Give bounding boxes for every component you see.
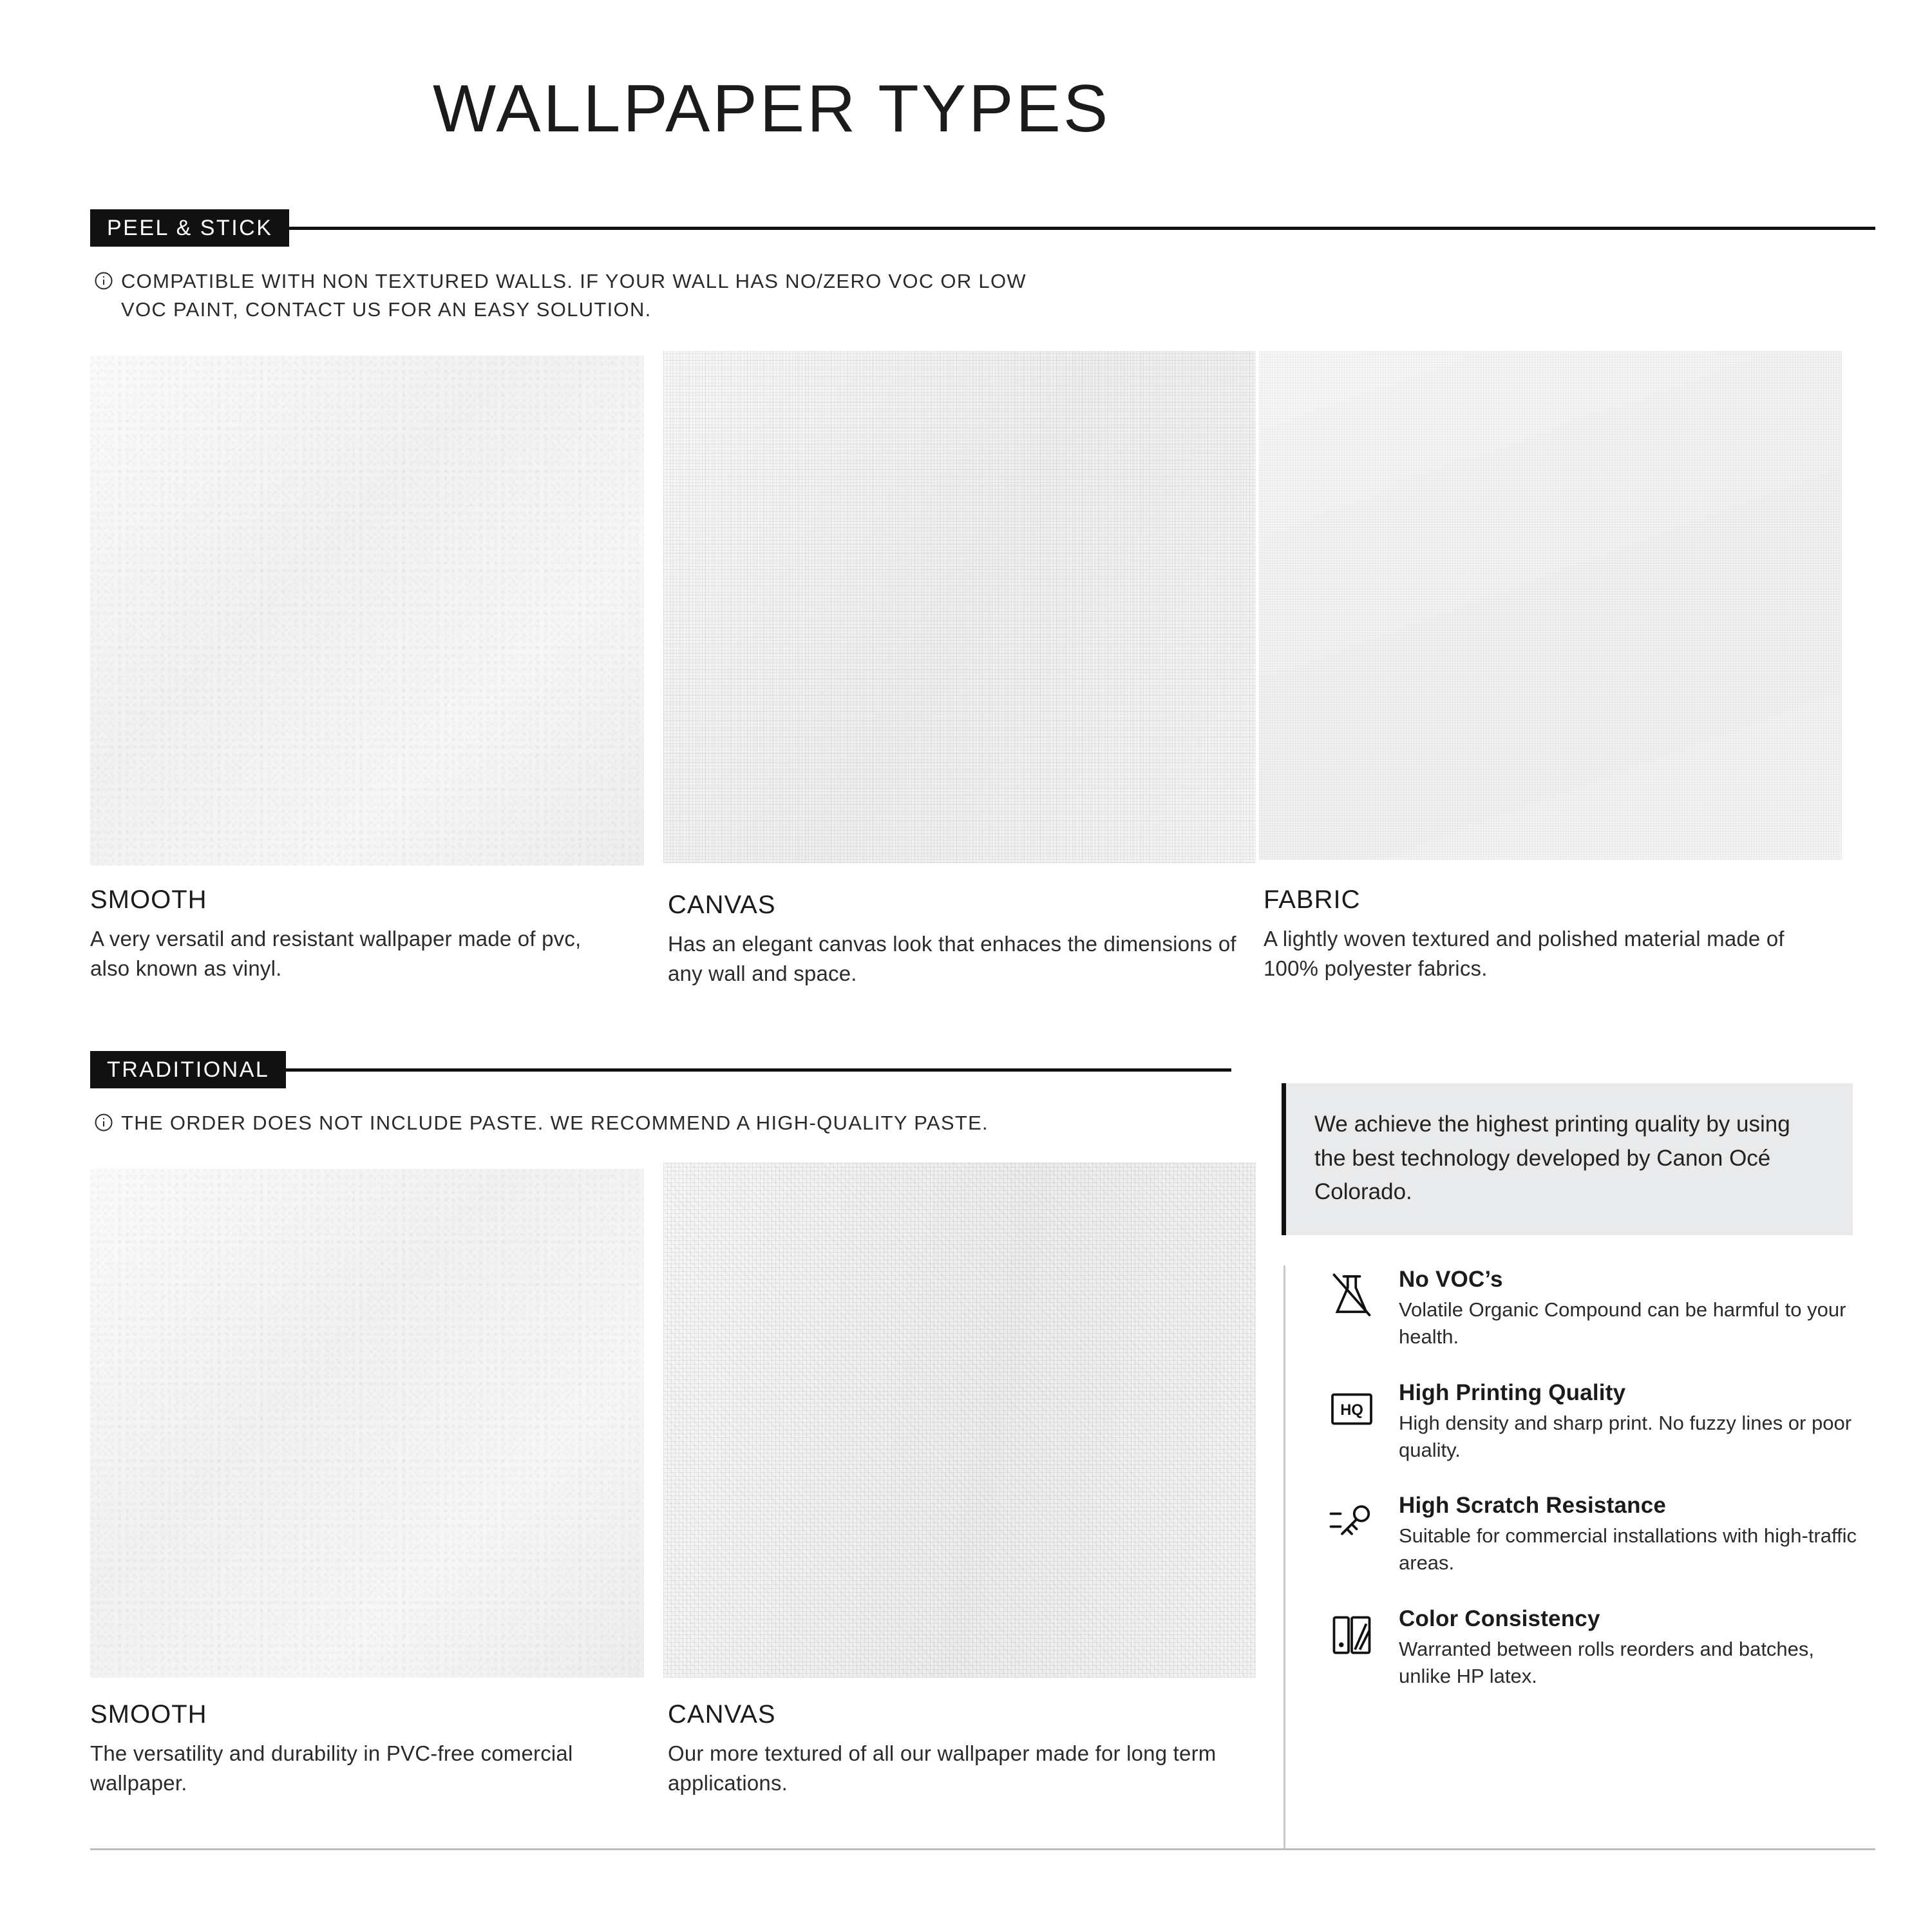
svg-text:HQ: HQ (1340, 1401, 1363, 1419)
swatch-traditional-smooth[interactable] (90, 1169, 644, 1678)
note-traditional (94, 1109, 1189, 1137)
swatch-label-traditional-canvas: CANVAS (668, 1700, 776, 1728)
section-divider (286, 1068, 1231, 1072)
swatch-label-peel-stick-fabric: FABRIC (1264, 886, 1361, 914)
smooth-texture (90, 1169, 644, 1678)
feature-title: No VOC’s (1399, 1267, 1503, 1292)
section-tag-peel-stick: PEEL & STICK (90, 209, 289, 247)
note-peel-stick (94, 267, 1060, 324)
feature-no-voc (1285, 1265, 1863, 1350)
accent-bar (1282, 1083, 1286, 1235)
info-icon (94, 1113, 113, 1132)
canvas-heavy-texture (663, 1162, 1256, 1678)
fabric-texture (1259, 351, 1842, 860)
feature-text (1399, 1605, 1863, 1690)
feature-text (1399, 1492, 1863, 1577)
feature-title: High Scratch Resistance (1399, 1493, 1667, 1519)
feature-text (1399, 1265, 1863, 1350)
swatch-desc-traditional-canvas: Our more textured of all our wallpaper made for long term applications. (668, 1741, 1217, 1795)
section-header-peel-stick (90, 209, 1875, 247)
swatch-desc-peel-stick-smooth: A very versatil and resistant wallpaper made of pvc, also known as vinyl. (90, 927, 582, 980)
section-header-traditional (90, 1051, 1231, 1088)
page-title: WALLPAPER TYPES (433, 71, 1111, 146)
swatch-label-peel-stick-canvas: CANVAS (668, 891, 776, 919)
canvas-texture (663, 351, 1256, 863)
feature-color-consistency (1285, 1605, 1863, 1690)
feature-desc: High density and sharp print. No fuzzy lines or poor quality. (1399, 1411, 1852, 1461)
feature-text (1399, 1379, 1863, 1464)
swatch-peel-stick-smooth[interactable] (90, 355, 644, 866)
smooth-texture (90, 355, 644, 866)
no-voc-icon (1324, 1268, 1379, 1323)
swatch-desc-traditional-smooth: The versatility and durability in PVC-free comercial wallpaper. (90, 1741, 573, 1795)
note-text: COMPATIBLE WITH NON TEXTURED WALLS. IF YOUR WALL HAS NO/ZERO VOC OR LOW VOC PAINT, CONTACT US FOR AN EASY SOLUTION. (121, 270, 1027, 321)
swatch-label-peel-stick-smooth: SMOOTH (90, 886, 207, 914)
feature-title: High Printing Quality (1399, 1379, 1626, 1405)
feature-desc: Suitable for commercial installations with high-traffic areas. (1399, 1524, 1857, 1575)
features-list (1283, 1265, 1863, 1848)
quality-statement-text: We achieve the highest printing quality by using the best technology developed by Canon Océ Colorado. (1286, 1083, 1853, 1235)
feature-title: Color Consistency (1399, 1606, 1600, 1632)
info-icon (94, 271, 113, 290)
scratch-resistance-icon (1324, 1494, 1379, 1549)
swatch-desc-peel-stick-canvas: Has an elegant canvas look that enhaces the dimensions of any wall and space. (668, 932, 1236, 985)
feature-high-scratch-resistance (1285, 1492, 1863, 1577)
swatch-desc-peel-stick-fabric: A lightly woven textured and polished material made of 100% polyester fabrics. (1264, 927, 1785, 980)
section-divider (289, 227, 1875, 230)
feature-high-printing-quality (1285, 1379, 1863, 1464)
swatch-label-traditional-smooth: SMOOTH (90, 1700, 207, 1728)
hq-icon (1324, 1381, 1379, 1437)
note-text: THE ORDER DOES NOT INCLUDE PASTE. WE RECOMMEND A HIGH-QUALITY PASTE. (121, 1112, 989, 1134)
section-tag-traditional: TRADITIONAL (90, 1051, 286, 1088)
feature-desc: Volatile Organic Compound can be harmful to your health. (1399, 1298, 1846, 1348)
swatch-peel-stick-canvas[interactable] (663, 351, 1256, 863)
feature-desc: Warranted between rolls reorders and batches, unlike HP latex. (1399, 1638, 1815, 1687)
footer-divider (90, 1848, 1875, 1850)
color-swatch-icon (1324, 1607, 1379, 1663)
swatch-peel-stick-fabric[interactable] (1259, 351, 1842, 860)
quality-statement-block (1282, 1083, 1853, 1235)
swatch-traditional-canvas[interactable] (663, 1162, 1256, 1678)
